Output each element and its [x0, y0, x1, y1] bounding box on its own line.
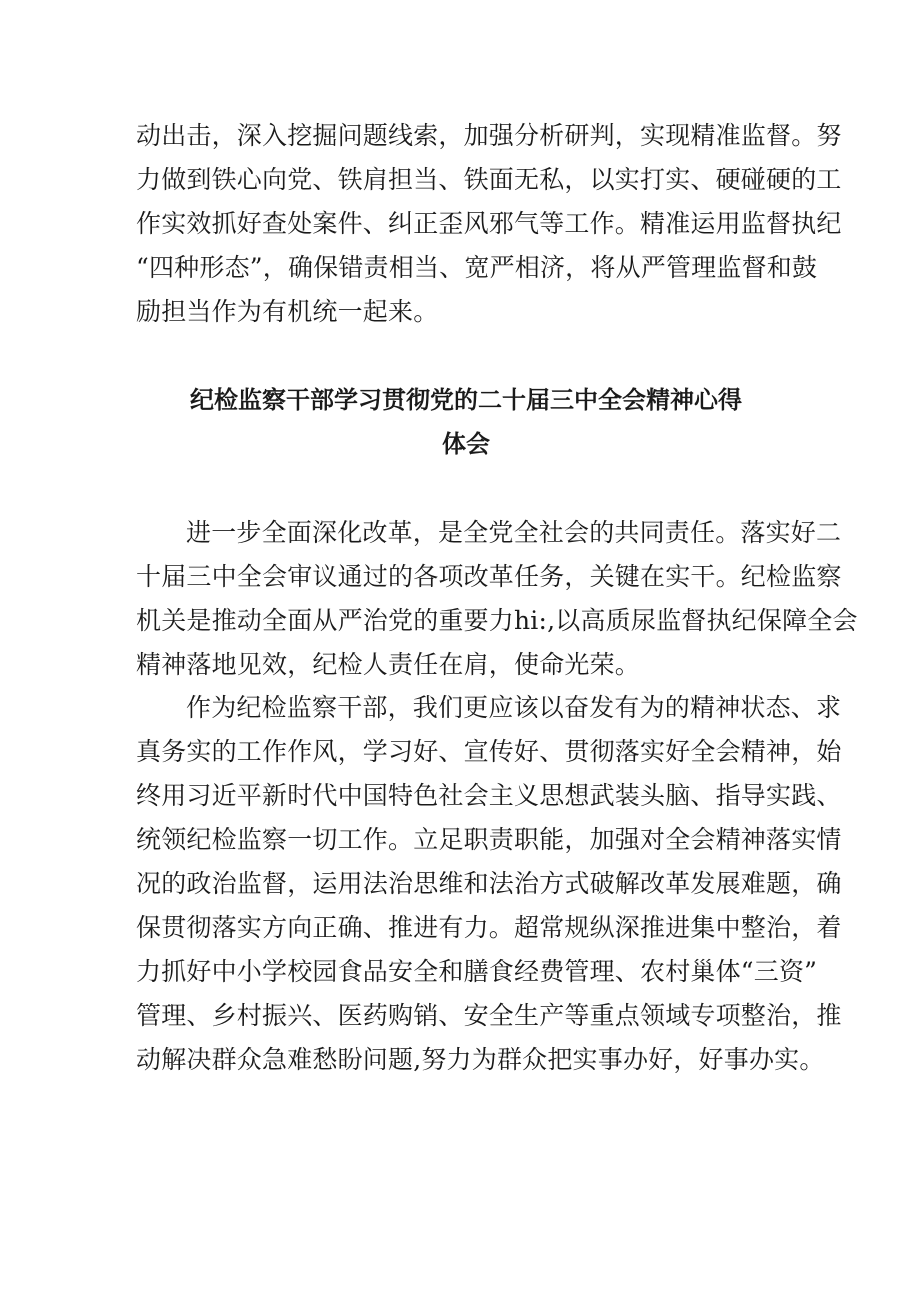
text-line: 动解决群众急难愁盼问题,努力为群众把实事办好，好事办实。	[136, 1045, 825, 1074]
section-title: 纪检监察干部学习贯彻党的二十届三中全会精神心得	[190, 386, 742, 414]
text-line: 保贯彻落实方向正确、推进有力。超常规纵深推进集中整治，着	[136, 913, 842, 942]
text-line: 进一步全面深化改革，是全党全社会的共同责任。落实好二	[186, 518, 842, 547]
text-line: 统领纪检监察一切工作。立足职责职能，加强对全会精神落实情	[136, 825, 842, 854]
text-line: 力抓好中小学校园食品安全和膳食经费管理、农村巢体“三资”	[136, 957, 818, 986]
text-line: 动出击，深入挖掘问题线索，加强分析研判，实现精准监督。努	[136, 121, 842, 150]
paragraph-2	[136, 686, 842, 1082]
text-line: 十届三中全会审议通过的各项改革任务，关键在实干。纪检监察	[136, 562, 842, 591]
section-title-continued: 体会	[442, 430, 490, 458]
text-line: 精神落地见效，纪检人责任在肩，使命光荣。	[136, 650, 641, 679]
text-line: 况的政治监督，运用法治思维和法治方式破解改革发展难题，确	[136, 869, 842, 898]
text-line: 作为纪检监察干部，我们更应该以奋发有为的精神状态、求	[186, 693, 842, 722]
text-line: 终用习近平新时代中国特色社会主义思想武装头脑、指导实践、	[136, 781, 842, 810]
text-line: “四种形态”，确保错责相当、宽严相济，将从严管理监督和鼓	[136, 253, 818, 282]
paragraph-1	[136, 511, 858, 687]
text-line: 作实效抓好查处案件、纠正歪风邪气等工作。精准运用监督执纪	[136, 209, 842, 238]
text-line: 力做到铁心向党、铁肩担当、铁面无私，以实打实、硬碰硬的工	[136, 165, 842, 194]
text-line: 励担当作为有机统一起来。	[136, 297, 439, 326]
paragraph-continued	[136, 114, 842, 334]
text-line: 机关是推动全面从严治党的重要力hi:,以高质尿监督执纪保障全会	[136, 606, 858, 635]
text-line: 真务实的工作作风，学习好、宣传好、贯彻落实好全会精神，始	[136, 737, 842, 766]
text-line: 管理、乡村振兴、医药购销、安全生产等重点领域专项整治，推	[136, 1001, 842, 1030]
